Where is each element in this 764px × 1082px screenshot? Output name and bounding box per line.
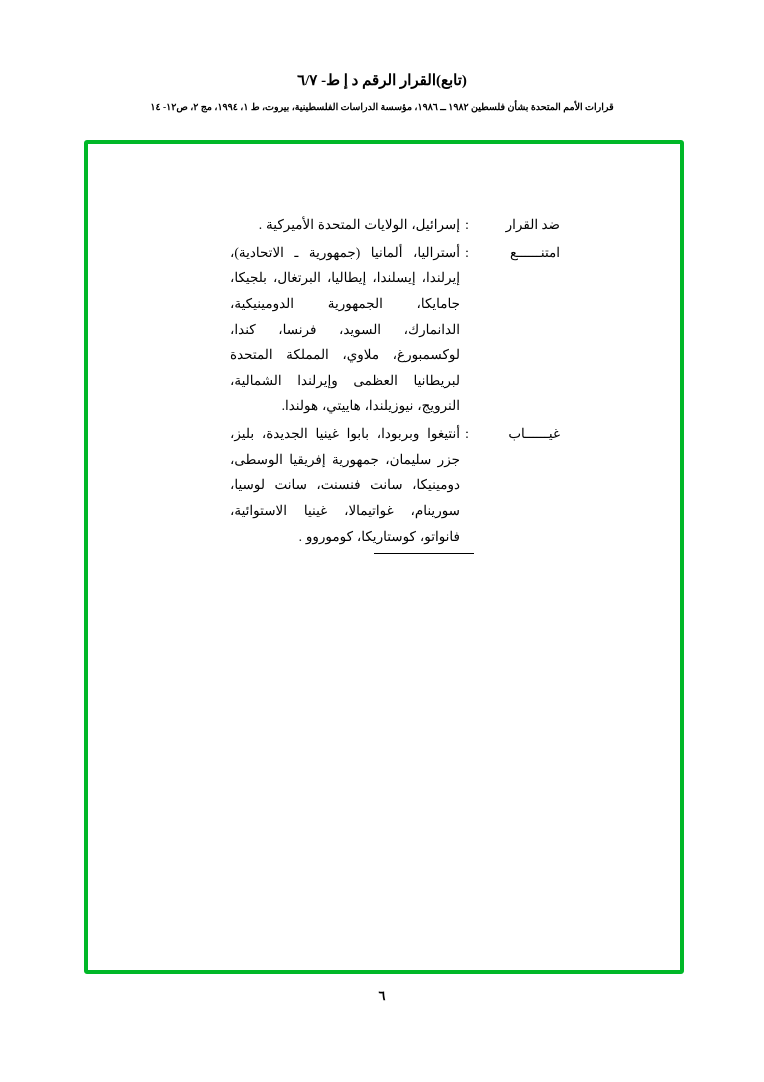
vote-countries-abstained: أستراليا، ألمانيا (جمهورية ـ الاتحادية)، إيرلندا، إيسلندا، إيطاليا، البرتغال، بلجيكا، جامايكا، الجمهورية الدومينيكية، الدانمارك، السويد، فرنسا، كندا، لوكسمبورغ، ملاوي، المملكة المتحدة لبريطانيا العظمى وإيرلندا الشمالية، النرويج، نيوزيلندا، هاييتي، هولندا. <box>230 244 460 414</box>
resolution-vote-list <box>230 212 560 554</box>
document-header <box>0 72 764 114</box>
source-citation: قرارات الأمم المتحدة بشأن فلسطين ١٩٨٢ ــ ١٩٨٦، مؤسسة الدراسات الفلسطينية، بيروت، ط ١، ١٩٩٤، مج ٢، ص١٢- ١٤ <box>150 102 614 113</box>
vote-entry-abstained <box>230 240 560 419</box>
vote-label-absent: غيــــــاب <box>508 426 560 442</box>
vote-label-abstained: امتنــــــع <box>509 244 560 260</box>
page-number: ٦ <box>378 988 386 1003</box>
page-title: (تابع)القرار الرقم د إ ط- ٦/٧ <box>297 73 467 89</box>
vote-entry-absent <box>230 421 560 549</box>
vote-label-against: ضد القرار <box>505 217 560 232</box>
vote-colon-abstained: : <box>465 244 469 260</box>
vote-entry-against <box>230 212 560 238</box>
vote-colon-against: : <box>465 217 469 232</box>
section-divider <box>374 553 474 554</box>
green-border-frame <box>84 140 684 974</box>
vote-colon-absent: : <box>465 426 469 442</box>
vote-countries-absent: أنتيغوا وبربودا، بابوا غينيا الجديدة، بليز، جزر سليمان، جمهورية إفريقيا الوسطى، دومينيكا، سانت فنسنت، سانت لوسيا، سورينام، غواتيمالا، غينيا الاستوائية، فانواتو، كوستاريكا، كوموروو . <box>230 426 460 544</box>
vote-countries-against: إسرائيل، الولايات المتحدة الأميركية . <box>258 217 460 232</box>
